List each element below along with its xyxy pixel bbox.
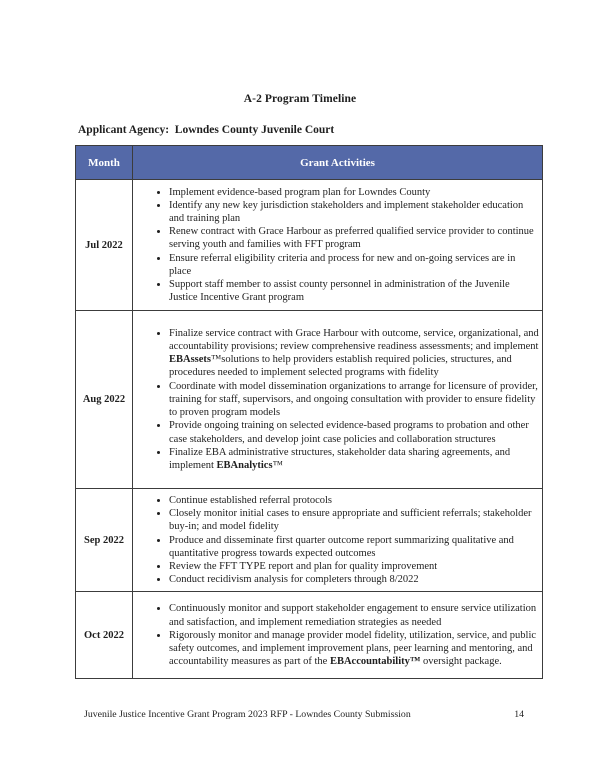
activity-text: Produce and disseminate first quarter outcome report summarizing qualitative and quantitative progress towards expected outcomes [169, 534, 514, 559]
activities-cell [133, 592, 543, 679]
page-title: A-2 Program Timeline [243, 93, 357, 105]
column-header-grant-activities: Grant Activities [133, 146, 543, 180]
activity-text-bold: EBAssets [169, 354, 212, 366]
page-footer [84, 709, 524, 720]
activity-item [169, 225, 540, 251]
activity-text: Coordinate with model dissemination organizations to arrange for licensure of provider, training for staff, supervisors, and ongoing consultation with provider to ensure fidelity to proven program models [169, 380, 538, 419]
activity-text: ™ [272, 459, 283, 471]
table-row [76, 592, 543, 679]
table-row [76, 180, 543, 311]
activity-item [169, 199, 540, 225]
table-row [76, 489, 543, 592]
activity-text: ™solutions to help providers establish required policies, structures, and procedures needed to implement selected programs with fidelity [169, 354, 512, 379]
activity-text: Closely monitor initial cases to ensure appropriate and sufficient referrals; stakeholder buy-in; and model fidelity [169, 508, 532, 533]
footer-page-number: 14 [514, 709, 524, 720]
activity-item [169, 560, 540, 573]
activity-text: Finalize EBA administrative structures, stakeholder data sharing agreements, and implement [169, 446, 511, 471]
activity-item [169, 380, 540, 420]
activity-text: Identify any new key jurisdiction stakeholders and implement stakeholder education and training plan [169, 199, 524, 224]
activity-item [169, 602, 540, 628]
activities-list [153, 494, 540, 586]
activity-text: Support staff member to assist county personnel in administration of the Juvenile Justice Incentive Grant program [169, 279, 510, 304]
footer-text: Juvenile Justice Incentive Grant Program 2023 RFP - Lowndes County Submission [84, 709, 411, 720]
activity-text-bold: EBAnalytics [216, 459, 273, 471]
activity-text: Continuously monitor and support stakeholder engagement to ensure service utilization and satisfaction, and implement remediation strategies as needed [169, 603, 537, 628]
table-row [76, 311, 543, 489]
timeline-table-head [76, 146, 543, 180]
activity-text: Continue established referral protocols [169, 495, 332, 506]
activity-item [169, 252, 540, 278]
column-header-month: Month [76, 146, 133, 180]
header-row [76, 146, 543, 180]
activity-item [169, 419, 540, 445]
activity-item [169, 494, 540, 507]
activities-list [153, 327, 540, 472]
activity-text: Rigorously monitor and manage provider model fidelity, utilization, service, and public safety outcomes, and implement improvement plans, peer learning and mentoring, and accountability measures as part of the [169, 629, 537, 668]
month-cell: Aug 2022 [76, 311, 133, 489]
activity-item [169, 573, 540, 586]
activity-text: Conduct recidivism analysis for completers through 8/2022 [169, 574, 419, 586]
activities-cell [133, 311, 543, 489]
activities-cell [133, 180, 543, 311]
activity-text: oversight package. [420, 656, 502, 668]
activity-item [169, 446, 540, 472]
activity-text: Implement evidence-based program plan for Lowndes County [169, 186, 431, 198]
month-cell: Oct 2022 [76, 592, 133, 679]
activity-text-bold: EBAccountability™ [329, 656, 421, 668]
applicant-agency-line: Applicant Agency: Lowndes County Juvenile Court [78, 124, 335, 136]
activity-text: Finalize service contract with Grace Harbour with outcome, service, organizational, and accountability provisions; review comprehensive readiness assessments; and implement [169, 327, 539, 353]
activity-item [169, 186, 540, 199]
timeline-table-body [76, 180, 543, 679]
month-cell: Sep 2022 [76, 489, 133, 592]
activity-item [169, 629, 540, 669]
program-timeline-table [75, 145, 543, 679]
activity-text: Ensure referral eligibility criteria and process for new and on-going services are in place [169, 252, 516, 277]
activity-item [169, 534, 540, 560]
activities-list [153, 186, 540, 305]
activities-cell [133, 489, 543, 592]
activity-text: Provide ongoing training on selected evidence-based programs to probation and other case stakeholders, and develop joint case policies and collaboration structures [169, 420, 529, 445]
activity-text: Review the FFT TYPE report and plan for quality improvement [169, 561, 438, 573]
activity-item [169, 278, 540, 304]
month-cell: Jul 2022 [76, 180, 133, 311]
activities-list [153, 602, 540, 668]
activity-item [169, 507, 540, 533]
activity-text: Renew contract with Grace Harbour as preferred qualified service provider to continue serving youth and families with FFT program [169, 226, 534, 251]
activity-item [169, 327, 540, 380]
